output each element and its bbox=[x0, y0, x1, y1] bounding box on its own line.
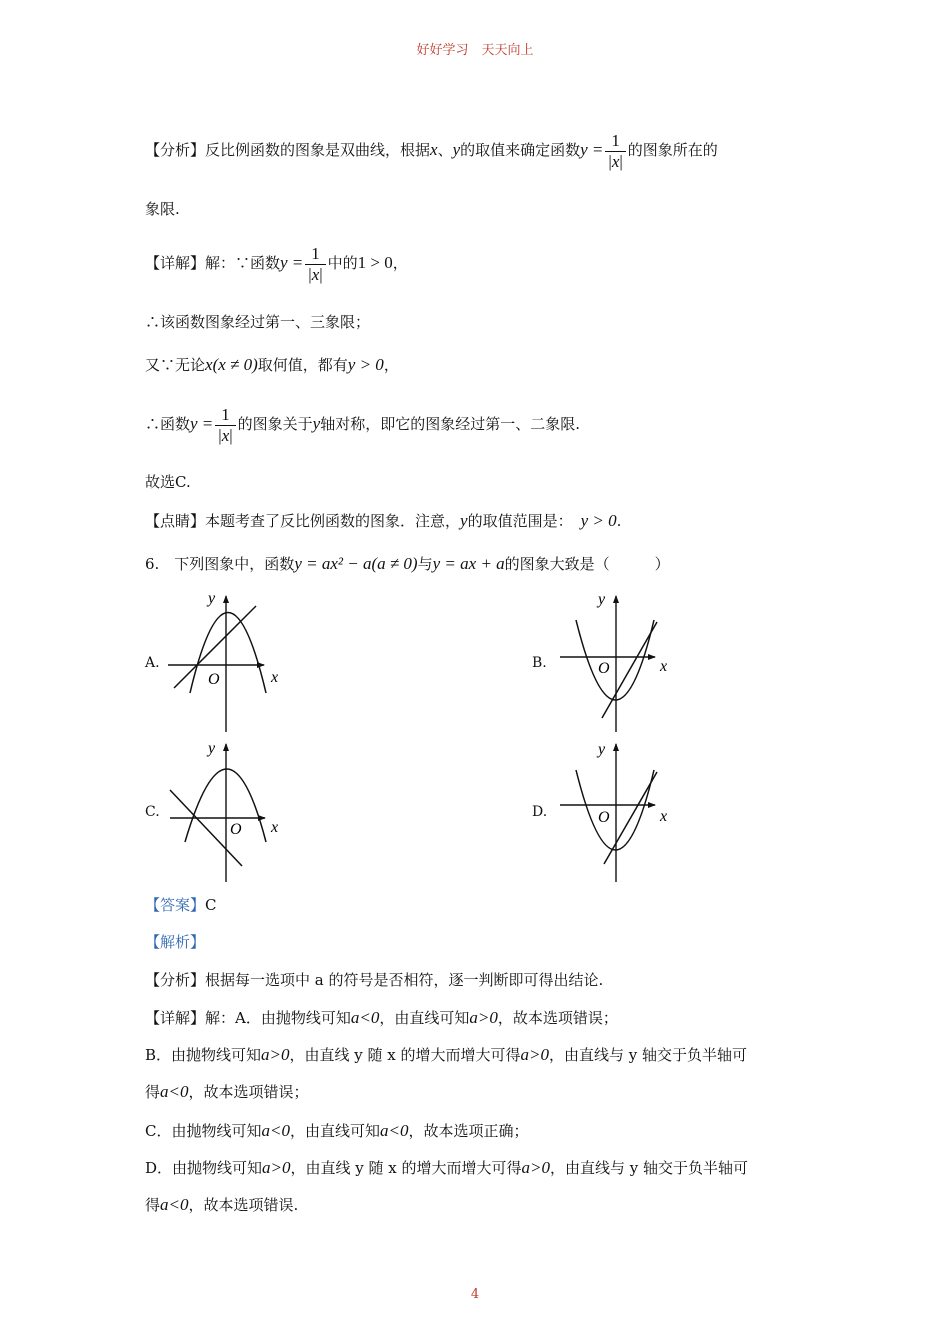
math-y: y bbox=[312, 414, 321, 434]
question-6 bbox=[145, 555, 670, 572]
text: 的取值范围是： bbox=[467, 512, 573, 530]
text: 中的 bbox=[327, 254, 358, 273]
math-x-ne-zero: (x ≠ 0) bbox=[212, 355, 258, 374]
y-label: y bbox=[598, 741, 606, 758]
math-a-gt-zero: a>0 bbox=[469, 1008, 498, 1027]
origin-label: O bbox=[230, 821, 242, 838]
text: 【详解】解：A．由抛物线可知 bbox=[145, 1009, 351, 1027]
fraction bbox=[605, 131, 625, 171]
math-a-lt-zero: a<0 bbox=[261, 1121, 290, 1140]
text: ，由直线可知 bbox=[379, 1009, 470, 1027]
choice-line: 故选C. bbox=[145, 473, 191, 491]
text: 又∵无论 bbox=[145, 356, 206, 374]
text: 取何值，都有 bbox=[257, 356, 348, 374]
text: 【分析】反比例函数的图象是双曲线，根据 bbox=[145, 141, 431, 160]
text: 的图象关于 bbox=[237, 415, 313, 434]
origin-label: O bbox=[598, 660, 610, 677]
math-y-gt-zero: y > 0 bbox=[347, 355, 384, 374]
detail-line-1 bbox=[145, 244, 408, 284]
math-a-lt-zero: a<0 bbox=[379, 1121, 409, 1140]
math-x: x bbox=[205, 355, 213, 374]
text: ，由直线与 y 轴交于负半轴可 bbox=[549, 1046, 748, 1064]
detail-q6-4 bbox=[145, 1122, 528, 1139]
y-label: y bbox=[208, 590, 216, 607]
math-a-lt-zero: a<0 bbox=[160, 1082, 189, 1101]
denominator: |x| bbox=[608, 151, 623, 171]
text: B．由抛物线可知 bbox=[145, 1046, 262, 1064]
parabola bbox=[576, 770, 654, 850]
x-label: x bbox=[660, 808, 668, 825]
math-y: y bbox=[460, 511, 468, 530]
option-a-label: A. bbox=[145, 655, 160, 671]
math-y-eq: y = bbox=[190, 414, 214, 434]
text: D．由抛物线可知 bbox=[145, 1159, 263, 1177]
text: ，故本选项错误； bbox=[497, 1009, 618, 1027]
pointer-line bbox=[145, 512, 621, 529]
text: 的图象大致是（ ） bbox=[504, 555, 670, 573]
math-a-gt-zero: a>0 bbox=[262, 1158, 291, 1177]
analysis-line bbox=[145, 131, 718, 171]
text: ，故本选项正确； bbox=[408, 1122, 529, 1140]
text: ，由直线 y 随 x 的增大而增大可得 bbox=[290, 1159, 522, 1177]
page-number: 4 bbox=[470, 1287, 480, 1302]
graph-d bbox=[555, 738, 675, 888]
origin-label: O bbox=[208, 671, 220, 688]
text: ，故本选项错误； bbox=[188, 1083, 309, 1101]
detail-line-4 bbox=[145, 405, 580, 445]
text: C．由抛物线可知 bbox=[145, 1122, 262, 1140]
math-one-gt-zero: 1 > 0 bbox=[357, 253, 393, 273]
y-label: y bbox=[598, 591, 606, 608]
analysis-line-2: 象限. bbox=[145, 200, 180, 218]
origin-label: O bbox=[598, 809, 610, 826]
math-parabola: y = ax² − a(a ≠ 0) bbox=[294, 554, 418, 573]
math-y-eq: y = bbox=[580, 140, 604, 160]
answer-tag: 【答案】 bbox=[145, 896, 206, 914]
text: 得 bbox=[145, 1083, 161, 1101]
numerator: 1 bbox=[605, 131, 625, 152]
detail-q6-1 bbox=[145, 1009, 618, 1026]
math-y-eq: y = bbox=[280, 253, 304, 273]
detail-line-2: ∴该函数图象经过第一、三象限； bbox=[145, 313, 371, 331]
detail-q6-2 bbox=[145, 1046, 747, 1063]
answer-line bbox=[145, 898, 217, 913]
text: 与 bbox=[417, 555, 433, 573]
math-y: y bbox=[452, 140, 461, 160]
answer-value: C bbox=[205, 896, 217, 914]
fraction bbox=[215, 405, 235, 445]
graph-c bbox=[160, 738, 295, 888]
option-d-label: D. bbox=[532, 804, 548, 820]
math-a-gt-zero: a>0 bbox=[520, 1045, 550, 1064]
detail-line-3 bbox=[145, 356, 399, 373]
numerator: 1 bbox=[215, 405, 235, 426]
text: ，由直线可知 bbox=[289, 1122, 380, 1140]
option-b-label: B. bbox=[532, 655, 547, 671]
option-c-label: C. bbox=[145, 804, 160, 820]
x-label: x bbox=[271, 669, 279, 686]
math-y-gt-zero: y > 0 bbox=[580, 511, 617, 530]
math-a-gt-zero: a>0 bbox=[521, 1158, 551, 1177]
text: 、 bbox=[437, 141, 453, 160]
math-line: y = ax + a bbox=[432, 554, 505, 573]
numerator: 1 bbox=[305, 244, 325, 265]
analysis-tag: 【解析】 bbox=[145, 933, 206, 951]
analysis-line-q6: 【分析】根据每一选项中 a 的符号是否相符，逐一判断即可得出结论. bbox=[145, 971, 604, 989]
math-a-gt-zero: a>0 bbox=[261, 1045, 290, 1064]
x-label: x bbox=[660, 658, 668, 675]
text: . bbox=[616, 512, 622, 530]
text: 【详解】解：∵函数 bbox=[145, 254, 281, 273]
text: 得 bbox=[145, 1196, 161, 1214]
line bbox=[604, 772, 657, 864]
detail-q6-3 bbox=[145, 1083, 309, 1100]
denominator: |x| bbox=[308, 264, 323, 284]
text: 的图象所在的 bbox=[627, 141, 718, 160]
fraction bbox=[305, 244, 325, 284]
parabola bbox=[190, 613, 266, 694]
page-header: 好好学习 天天向上 bbox=[416, 43, 534, 58]
text: ∴函数 bbox=[145, 415, 191, 434]
math-a-lt-zero: a<0 bbox=[160, 1195, 189, 1214]
text: ，由直线 y 随 x 的增大而增大可得 bbox=[289, 1046, 521, 1064]
graph-a bbox=[160, 588, 295, 738]
text: ， bbox=[383, 356, 399, 374]
line bbox=[602, 622, 657, 718]
text: ， bbox=[392, 254, 408, 273]
graph-b bbox=[555, 588, 675, 738]
math-x: x bbox=[430, 140, 438, 160]
text: 6. 下列图象中，函数 bbox=[145, 555, 295, 573]
parabola bbox=[576, 620, 654, 700]
text: ，故本选项错误. bbox=[188, 1196, 299, 1214]
text: 的取值来确定函数 bbox=[460, 141, 581, 160]
y-label: y bbox=[208, 740, 216, 757]
text: ，由直线与 y 轴交于负半轴可 bbox=[550, 1159, 749, 1177]
math-a-lt-zero: a<0 bbox=[350, 1008, 380, 1027]
x-label: x bbox=[271, 819, 279, 836]
text: 【点睛】本题考查了反比例函数的图象．注意， bbox=[145, 512, 461, 530]
denominator: |x| bbox=[218, 425, 233, 445]
text: 轴对称，即它的图象经过第一、二象限. bbox=[320, 415, 580, 434]
detail-q6-6 bbox=[145, 1196, 298, 1213]
detail-q6-5 bbox=[145, 1159, 748, 1176]
